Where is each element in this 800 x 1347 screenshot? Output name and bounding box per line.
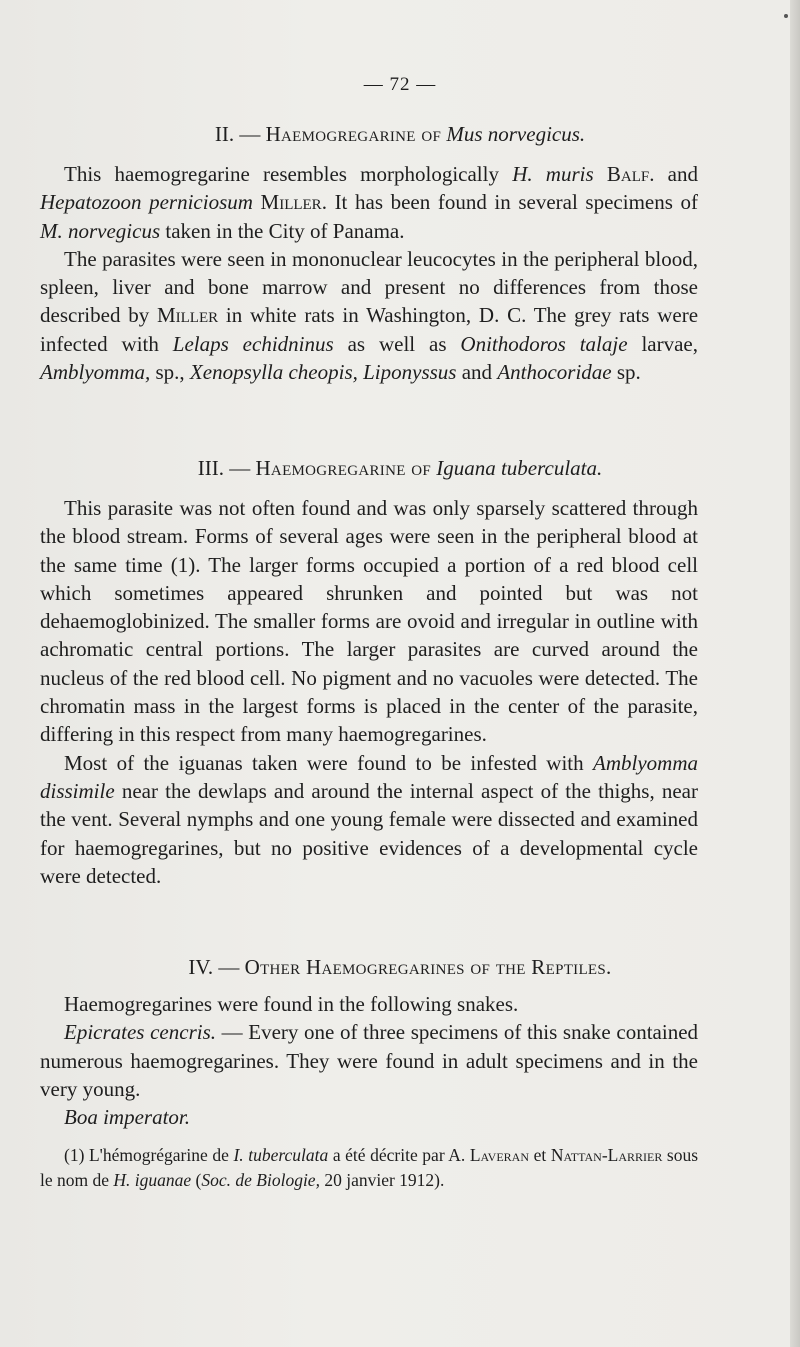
text-run: in white rats in Washington, D. C. The grey rats were infected with: [40, 303, 699, 356]
species-name: Epicrates cencris.: [64, 1020, 217, 1045]
text-run: sp.: [616, 360, 641, 385]
section-2-body: [40, 160, 698, 386]
text-run: and: [461, 360, 493, 385]
text-run: (: [195, 1170, 202, 1190]
author-name: Miller: [156, 303, 219, 328]
footnote-text: [40, 1143, 698, 1193]
heading-4-title: Other Haemogregarines of the Reptiles.: [244, 955, 612, 979]
section-4-paragraph-1: Haemogregarines were found in the following snakes.: [64, 992, 519, 1016]
species-name: Xenopsylla cheopis, Liponyssus: [189, 360, 457, 385]
text-run: sous le nom de: [40, 1145, 699, 1190]
species-name: M. norvegicus: [40, 218, 161, 243]
species-name: Amblyomma dissimile: [40, 750, 698, 803]
section-4-body: [40, 990, 698, 1131]
text-run: The parasites were seen in mononuclear leucocytes in the peripheral blood, spleen, liver and bone marrow and present no differences from those described by: [40, 246, 698, 328]
text-run: It has been found in several specimens of: [334, 190, 698, 215]
text-run: et: [533, 1145, 547, 1165]
species-name: Amblyomma,: [40, 360, 151, 385]
author-name: Laveran: [469, 1145, 530, 1165]
section-4-paragraph-3: [40, 1103, 698, 1131]
species-name: Boa imperator.: [64, 1105, 190, 1130]
text-run: larvae,: [641, 331, 698, 356]
species-name: I. tuberculata: [233, 1145, 329, 1165]
journal-name: Soc. de Biologie,: [201, 1170, 320, 1190]
species-name: Hepatozoon perniciosum: [40, 190, 253, 215]
section-3-body: [40, 494, 698, 890]
section-3-paragraph-1: This parasite was not often found and was only sparsely scattered through the blood stream. Forms of several ages were seen in the peripheral blood at the same time (1). The larger forms occupied a portion of a red blood cell which sometimes appeared shrunken and pointed but was not dehaemoglobinized. The smaller forms are ovoid and irregular in outline with achromatic central portions. The larger parasites are curved around the nucleus of the red blood cell. No pigment and no vacuoles were detected. The chromatin mass in the largest forms is placed in the center of the parasite, differing in this respect from many haemogregarines.: [40, 496, 698, 747]
text-run: sp.,: [155, 360, 185, 385]
species-name: H. muris: [512, 162, 594, 186]
species-name: Lelaps echidninus: [172, 331, 334, 356]
species-name: Anthocoridae: [497, 360, 612, 385]
ink-speck: [784, 14, 788, 18]
heading-3-species: Iguana tuberculata.: [436, 456, 603, 480]
text-run: 20 janvier 1912).: [324, 1170, 445, 1190]
species-name: Onithodoros talaje: [460, 331, 628, 356]
section-4-paragraph-2: [40, 1018, 698, 1103]
page-number: — 72 —: [363, 74, 437, 95]
section-heading-4: [0, 953, 800, 981]
section-2-paragraph-1: [40, 160, 698, 245]
footnote: [40, 1143, 698, 1193]
section-3-paragraph-2: [40, 749, 698, 890]
heading-3-number: III. —: [197, 456, 251, 480]
heading-2-title: Haemogregarine of: [265, 122, 442, 146]
heading-2-number: II. —: [214, 122, 261, 146]
section-heading-3: [0, 454, 800, 482]
heading-3-title: Haemogregarine of: [255, 456, 431, 480]
text-run: Most of the iguanas taken were found to be infested with: [64, 750, 584, 775]
author-name: Nattan-Larrier: [550, 1145, 663, 1165]
text-run: and: [667, 162, 698, 186]
author-name: Miller.: [260, 190, 327, 215]
text-run: a été décrite par A.: [332, 1145, 466, 1165]
text-run: taken in the City of Panama.: [165, 218, 405, 243]
heading-2-species: Mus norvegicus.: [446, 122, 586, 146]
text-run: This haemogregarine resembles morphologically: [64, 162, 499, 186]
text-run: as well as: [347, 331, 447, 356]
text-run: (1) L'hémogrégarine de: [64, 1145, 229, 1165]
text-run: near the dewlaps and around the internal aspect of the thighs, near the vent. Several nymphs and one young female were dissected and examined for haemogregarines, but no positive evidences of a developmental cycle were detected.: [40, 778, 698, 888]
text-run: — Every one of three specimens of this snake contained numerous haemogregarines. They were found in adult specimens and in the very young.: [40, 1020, 699, 1101]
section-2-paragraph-2: [40, 245, 698, 386]
page-edge: [790, 0, 800, 1347]
author-name: Balf.: [606, 162, 655, 186]
heading-4-number: IV. —: [188, 955, 240, 979]
species-name: H. iguanae: [113, 1170, 192, 1190]
section-heading-2: [0, 120, 800, 148]
